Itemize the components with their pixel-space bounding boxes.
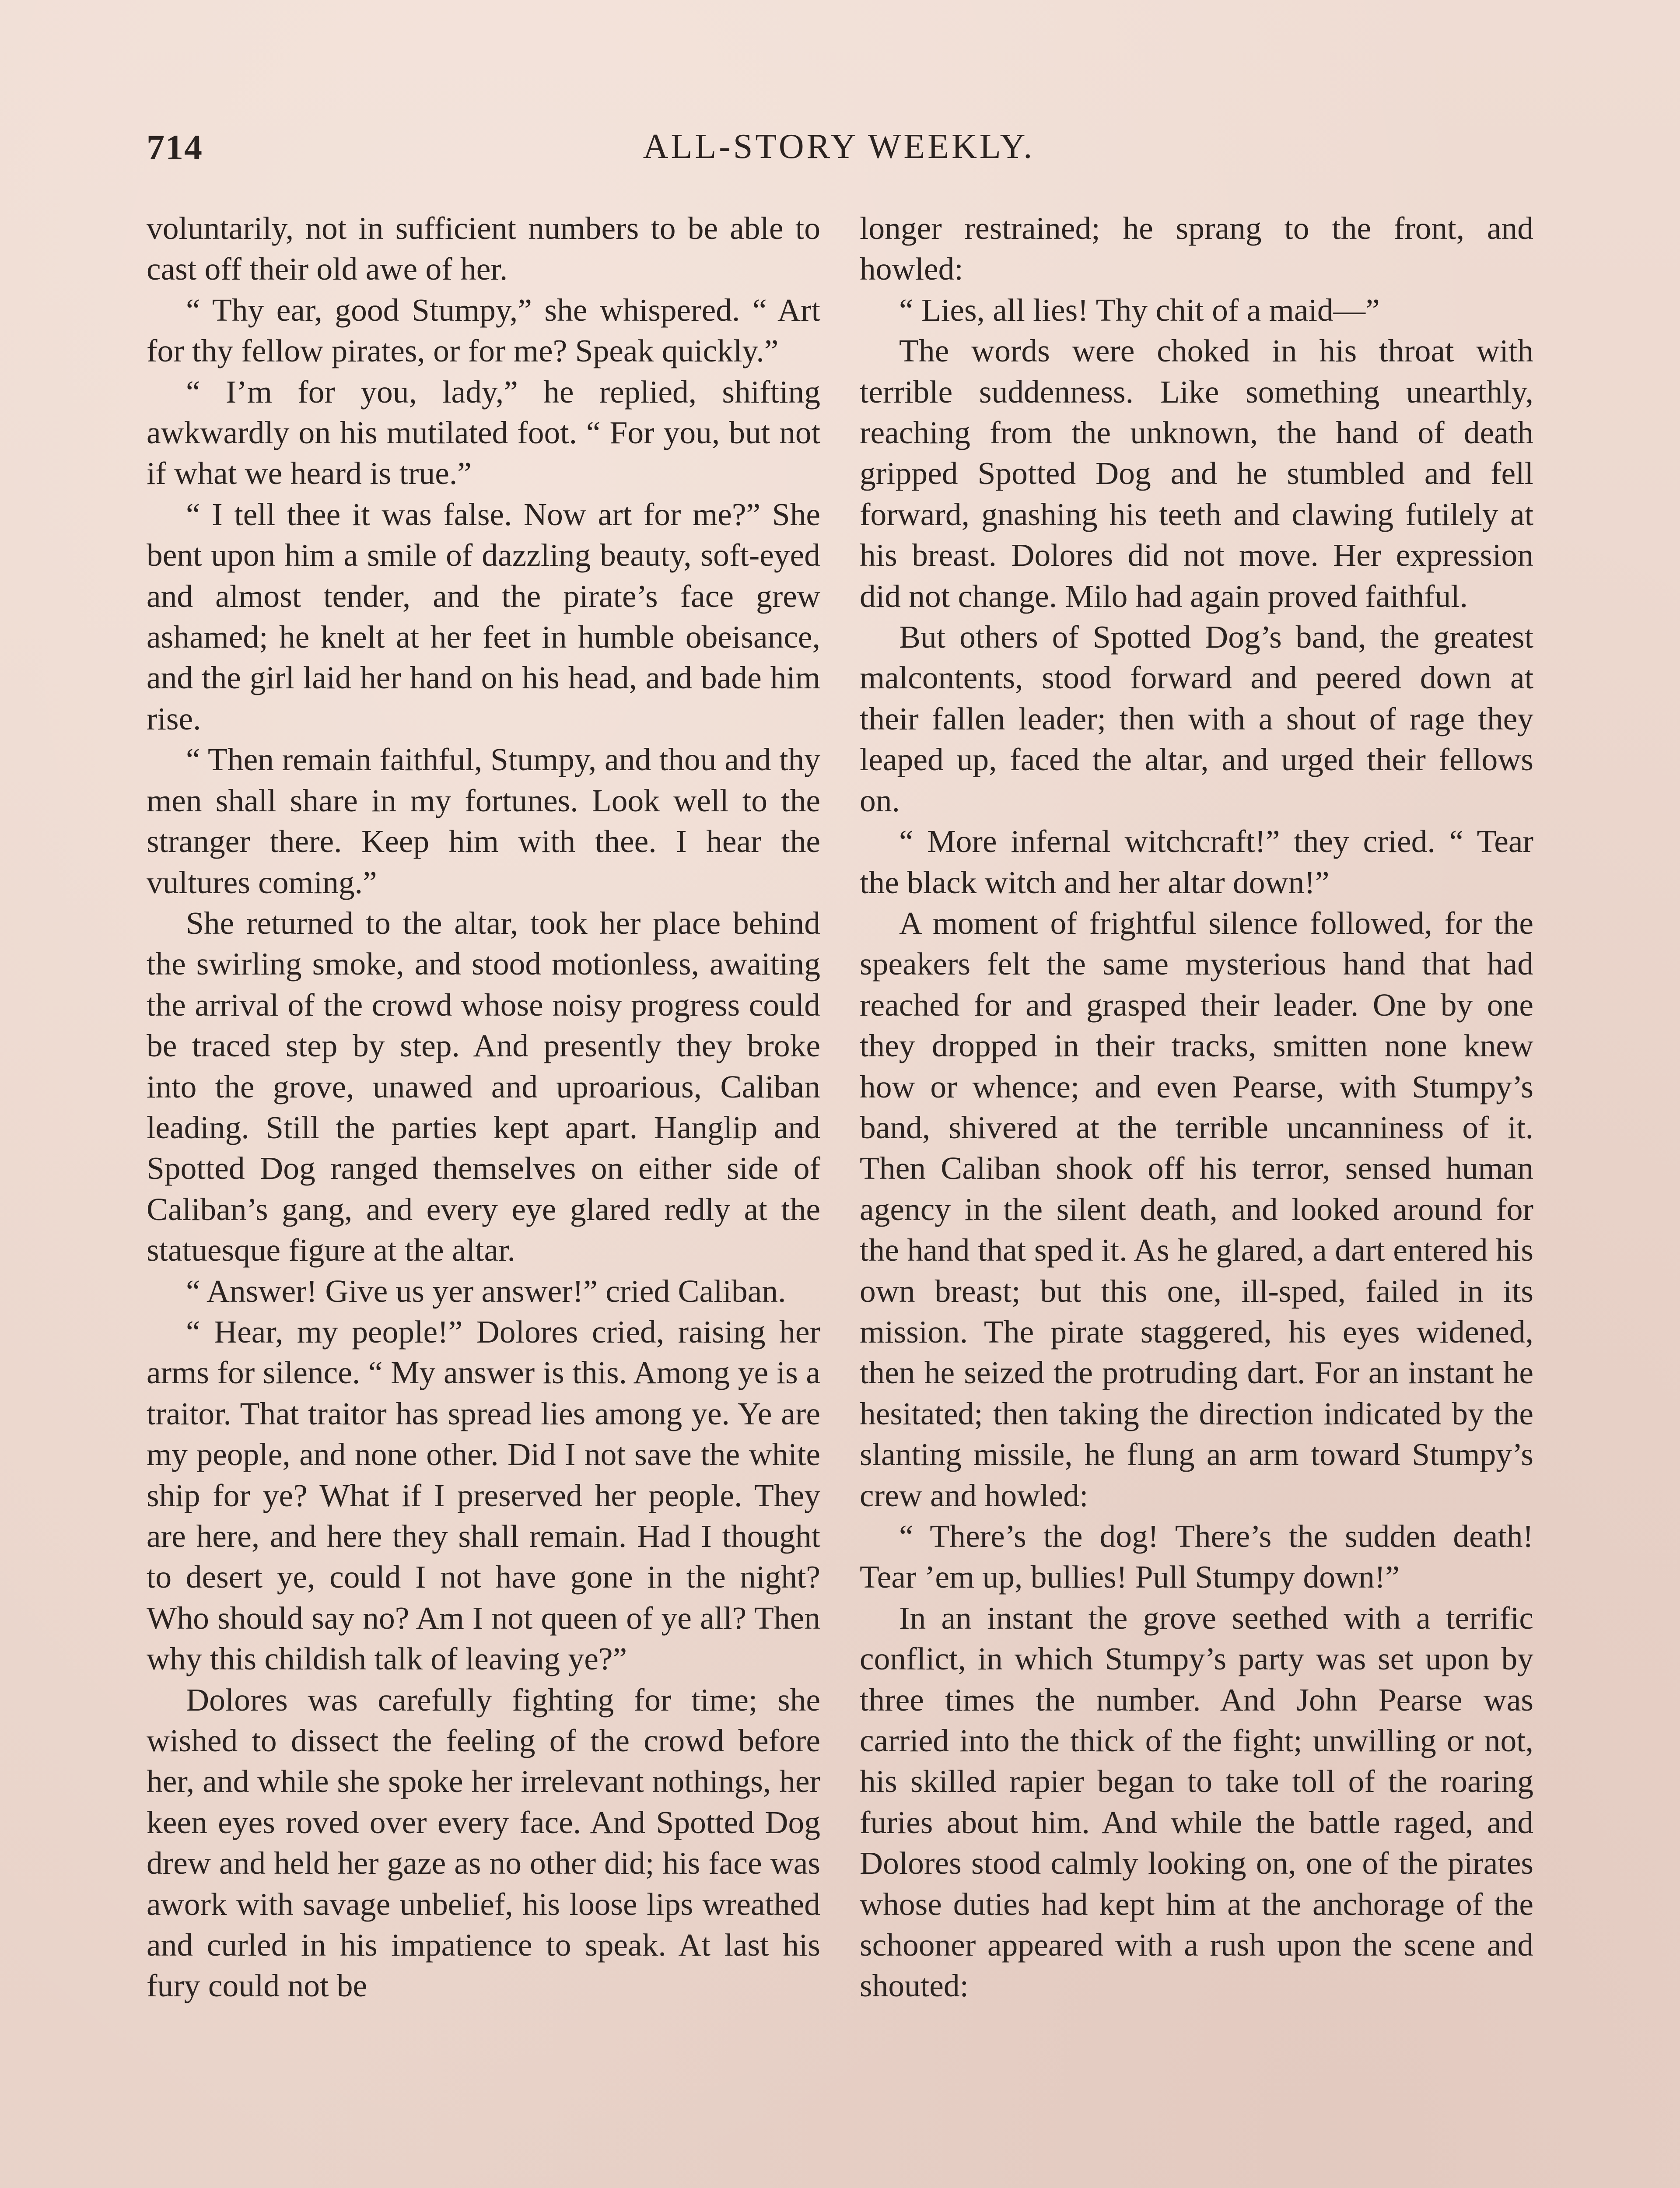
page-number: 714 [147,127,203,167]
paragraph: “ Lies, all lies! Thy chit of a maid—” [899,292,1380,328]
text-columns [147,208,1531,2188]
paragraph: A moment of frightful silence followed, for the speakers felt the same mysterious hand that had reached for and grasped their leader. One by one they dropped in their tracks, smitten none knew how or whence; and even Pearse, with Stumpy’s band, shivered at the terrible uncanniness of it. Then Caliban shook off his terror, sensed human agency in the silent death, and looked around for the hand that sped it. As he glared, a dart entered his own breast; but this one, ill-sped, failed in its mission. The pirate staggered, his eyes widened, then he seized the protruding dart. For an instant he hesitated; then taking the direction indicated by the slanting missile, he flung an arm toward Stumpy’s crew and howled: [860,905,1533,1513]
running-title: ALL-STORY WEEKLY. [643,127,1035,166]
paragraph: “ Hear, my people!” Dolores cried, raising her arms for silence. “ My answer is this. Among ye is a traitor. That traitor has spread lies among ye. Ye are my people, and none other. Did I not save the white ship for ye? What if I preserved her people. They are here, and here they shall remain. Had I thought to desert ye, could I not have gone in the night? Who should say no? Am I not queen of ye all? Then why this childish talk of leaving ye?” [147,1314,820,1677]
paragraph: In an instant the grove seethed with a terrific conflict, in which Stumpy’s party was set upon by three times the number. And John Pearse was carried into the thick of the fight; unwilling or not, his skilled rapier began to take toll of the roaring furies about him. And while the battle raged, and Dolores stood calmly looking on, one of the pirates whose duties had kept him at the anchorage of the schooner appeared with a rush upon the scene and shouted: [860,1600,1533,2004]
paragraph: She returned to the altar, took her place behind the swirling smoke, and stood motionless, awaiting the arrival of the crowd whose noisy progress could be traced step by step. And presently they broke into the grove, unawed and uproarious, Caliban leading. Still the parties kept apart. Hanglip and Spotted Dog ranged themselves on either side of Caliban’s gang, and every eye glared redly at the statuesque figure at the altar. [147,905,820,1268]
paragraph: “ More infernal witchcraft!” they cried. “ Tear the black witch and her altar down!” [860,824,1533,900]
paragraph: “ Then remain faithful, Stumpy, and thou and thy men shall share in my fortunes. Look well to the stranger there. Keep him with thee. I hear the vultures coming.” [147,742,820,900]
paragraph: But others of Spotted Dog’s band, the greatest malcontents, stood forward and peered down at their fallen leader; then with a shout of rage they leaped up, faced the altar, and urged their fellows on. [860,619,1533,818]
page-header [147,127,1531,175]
paragraph: The words were choked in his throat with terrible suddenness. Like something unearthly, reaching from the unknown, the hand of death gripped Spotted Dog and he stumbled and fell forward, gnashing his teeth and clawing futilely at his breast. Dolores did not move. Her expression did not change. Milo had again proved faithful. [860,333,1533,614]
paragraph: voluntarily, not in sufficient numbers to be able to cast off their old awe of her. [147,210,820,287]
right-column [860,208,1533,2188]
paragraph: Dolores was carefully fighting for time; she wished to dissect the feeling of the crowd before her, and while she spoke her irrelevant nothings, her keen eyes roved over every face. And Spotted Dog drew and held her gaze as no other did; his face was awork with savage unbelief, his loose lips wreathed and curled in his impatience to speak. At last his fury could not be [147,1682,820,2004]
paragraph: “ There’s the dog! There’s the sudden death! Tear ’em up, bullies! Pull Stumpy down!” [860,1518,1533,1595]
paragraph: “ Thy ear, good Stumpy,” she whispered. “ Art for thy fellow pirates, or for me? Speak quickly.” [147,292,820,369]
paragraph: longer restrained; he sprang to the front, and howled: [860,210,1533,287]
paragraph: “ I’m for you, lady,” he replied, shifting awkwardly on his mutilated foot. “ For you, but not if what we heard is true.” [147,374,820,491]
paragraph: “ Answer! Give us yer answer!” cried Caliban. [186,1273,786,1309]
paragraph: “ I tell thee it was false. Now art for me?” She bent upon him a smile of dazzling beauty, soft-eyed and almost tender, and the pirate’s face grew ashamed; he knelt at her feet in humble obeisance, and the girl laid her hand on his head, and bade him rise. [147,496,820,736]
left-column [147,208,820,2188]
